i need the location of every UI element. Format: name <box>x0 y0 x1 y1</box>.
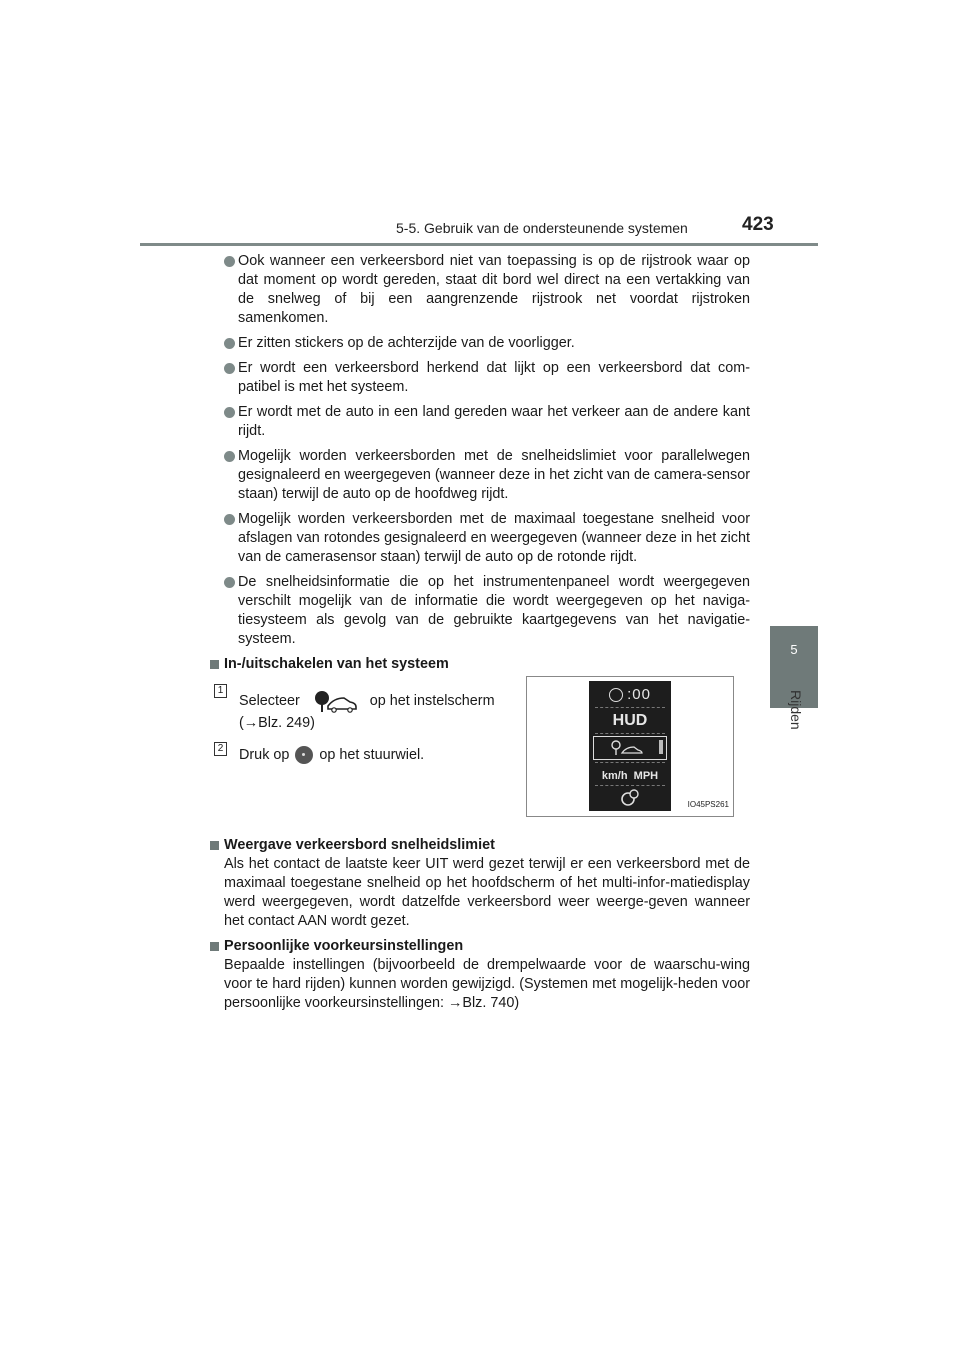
steering-gear-icon <box>618 787 642 807</box>
divider <box>595 707 665 708</box>
speed-sign-car-icon <box>608 739 648 757</box>
step-1: 1Selecteer op het instelscherm <box>214 688 495 714</box>
steps-block <box>210 676 750 834</box>
divider <box>595 762 665 763</box>
bullet-icon <box>224 577 235 588</box>
clock-setting: :00 <box>593 685 667 704</box>
list-item: Ook wanneer een verkeersbord niet van toepassing is op de rijstrook waar op dat moment op wordt gereden, staat dit bord wel direct na een vertakking van de snelweg of bij een aangrenzende rijstrook net voordat rijstroken samenkomen. <box>210 252 750 328</box>
step-number: 1 <box>214 684 227 698</box>
list-item: Er zitten stickers op de achterzijde van de voorligger. <box>210 334 750 353</box>
toggle-indicator <box>659 740 663 754</box>
bullet-icon <box>224 256 235 267</box>
divider <box>595 733 665 734</box>
header-section-title: 5-5. Gebruik van de ondersteunende systemen <box>396 220 688 236</box>
divider <box>595 785 665 786</box>
list-item: Er wordt met de auto in een land gereden waar het verkeer aan de andere kant rijdt. <box>210 403 750 441</box>
step-1-reference[interactable]: (→Blz. 249) <box>239 715 315 731</box>
steering-switch-icon <box>295 746 313 764</box>
list-item: Mogelijk worden verkeersborden met de maximaal toegestane snelheid voor afslagen van rotondes gesignaleerd en weergegeven (wanneer deze in het zicht van de camerasensor staan) terwijl de auto op de rotonde rijdt. <box>210 510 750 567</box>
section-heading-custom: Persoonlijke voorkeursinstellingen <box>210 937 750 956</box>
section-custom-text: Bepaalde instellingen (bijvoorbeeld de drempelwaarde voor de waarschu-wing voor te hard rijden) kunnen worden gewijzigd. (Systemen met mogelijk-heden voor persoonlijke voorkeursinstellingen: →Blz. 740) <box>224 957 750 1011</box>
steering-settings-setting <box>593 787 667 813</box>
section-heading-display: Weergave verkeersbord snelheidslimiet <box>210 836 750 855</box>
header-rule <box>140 243 818 246</box>
bullet-icon <box>224 451 235 462</box>
chapter-label: Rijden <box>788 690 804 730</box>
list-item: Er wordt een verkeersbord herkend dat lijkt op een verkeersbord dat com-patibel is met het systeem. <box>210 359 750 397</box>
speed-sign-setting-selected[interactable] <box>593 736 667 760</box>
clock-icon <box>609 688 623 702</box>
speed-sign-car-icon <box>310 688 360 714</box>
square-bullet-icon <box>210 942 219 951</box>
list-item: De snelheidsinformatie die op het instrumentenpaneel wordt weergegeven verschilt mogelijk van de informatie die wordt weergegeven op het naviga-tiesysteem als gevolg van de gebruikte kaartgegevens van het navigatie-systeem. <box>210 573 750 649</box>
section-display-text: Als het contact de laatste keer UIT werd gezet terwijl er een verkeersbord met de maximaal toegestane snelheid op het hoofdscherm of het multi-infor-matiedisplay werd weergegeven, wordt datzelfde verkeersbord weer weerge-geven wanneer het contact AAN wordt gezet. <box>224 856 750 929</box>
step-2: 2 Druk op op het stuurwiel. <box>214 746 424 765</box>
bullet-icon <box>224 338 235 349</box>
units-setting: km/h MPH <box>601 770 659 782</box>
page-content <box>210 252 750 1013</box>
figure-code: IO45PS261 <box>687 800 729 809</box>
square-bullet-icon <box>210 841 219 850</box>
settings-figure <box>526 676 734 817</box>
chapter-tab[interactable]: 5 <box>770 626 818 708</box>
square-bullet-icon <box>210 660 219 669</box>
step-number: 2 <box>214 742 227 756</box>
settings-screen <box>589 681 671 811</box>
bullet-icon <box>224 407 235 418</box>
bullet-icon <box>224 363 235 374</box>
section-heading-onoff: In-/uitschakelen van het systeem <box>210 655 750 674</box>
bullet-icon <box>224 514 235 525</box>
list-item: Mogelijk worden verkeersborden met de snelheidslimiet voor parallelwegen gesignaleerd en weergegeven (wanneer deze in het zicht van de camera-sensor staan) terwijl de auto op de hoofdweg rijdt. <box>210 447 750 504</box>
page-number: 423 <box>742 214 774 235</box>
hud-setting: HUD <box>612 712 648 729</box>
